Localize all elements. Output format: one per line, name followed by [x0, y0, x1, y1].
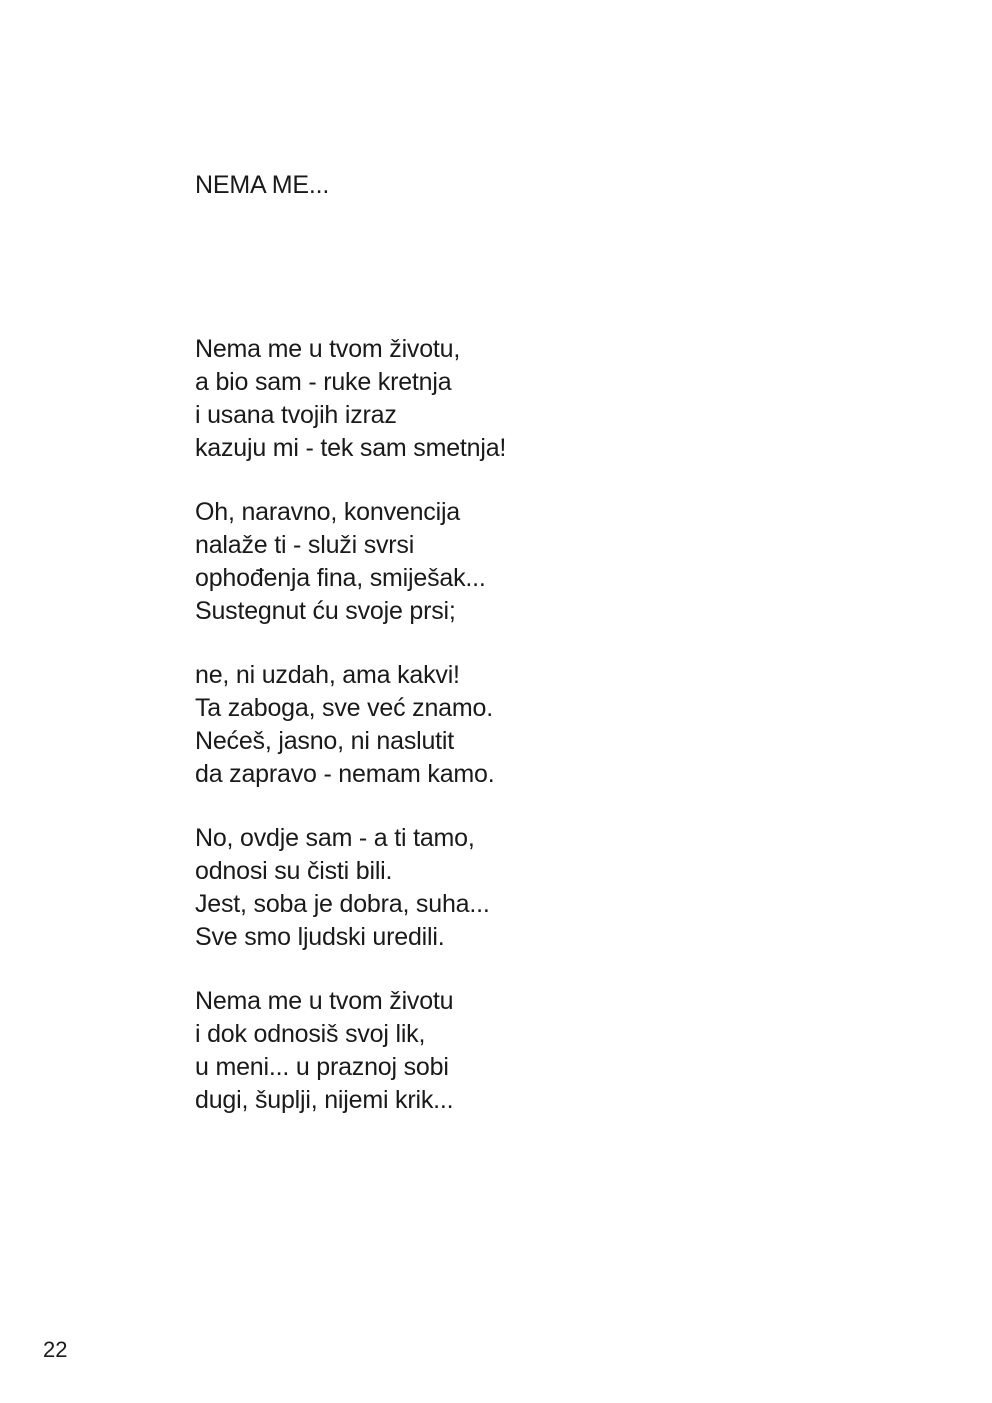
verse-line: a bio sam - ruke kretnja	[195, 368, 452, 396]
stanza	[195, 822, 506, 954]
stanza	[195, 496, 506, 628]
verse-line: Nema me u tvom životu,	[195, 335, 461, 363]
verse-line: ophođenja fina, smiješak...	[195, 564, 486, 592]
verse-line: i dok odnosiš svoj lik,	[195, 1020, 426, 1048]
verse-line: nalaže ti - služi svrsi	[195, 531, 415, 559]
verse-line: No, ovdje sam - a ti tamo,	[195, 824, 475, 852]
verse-line: kazuju mi - tek sam smetnja!	[195, 434, 507, 462]
verse-line: odnosi su čisti bili.	[195, 857, 393, 885]
verse-line: Nećeš, jasno, ni naslutit	[195, 727, 455, 755]
verse-line: Jest, soba je dobra, suha...	[195, 890, 490, 918]
verse-line: ne, ni uzdah, ama kakvi!	[195, 661, 460, 689]
page-number: 22	[43, 1337, 68, 1362]
stanza	[195, 985, 506, 1117]
stanza	[195, 659, 506, 791]
verse-line: i usana tvojih izraz	[195, 401, 397, 429]
poem-title: NEMA ME...	[195, 171, 330, 199]
verse-line: u meni... u praznoj sobi	[195, 1053, 449, 1081]
poem-body	[195, 333, 506, 1117]
verse-line: Ta zaboga, sve već znamo.	[195, 694, 493, 722]
verse-line: Nema me u tvom životu	[195, 987, 454, 1015]
verse-line: Sve smo ljudski uredili.	[195, 923, 445, 951]
stanza	[195, 333, 506, 465]
verse-line: Oh, naravno, konvencija	[195, 498, 461, 526]
verse-line: dugi, šuplji, nijemi krik...	[195, 1086, 454, 1114]
verse-line: Sustegnut ću svoje prsi;	[195, 597, 456, 625]
verse-line: da zapravo - nemam kamo.	[195, 760, 495, 788]
